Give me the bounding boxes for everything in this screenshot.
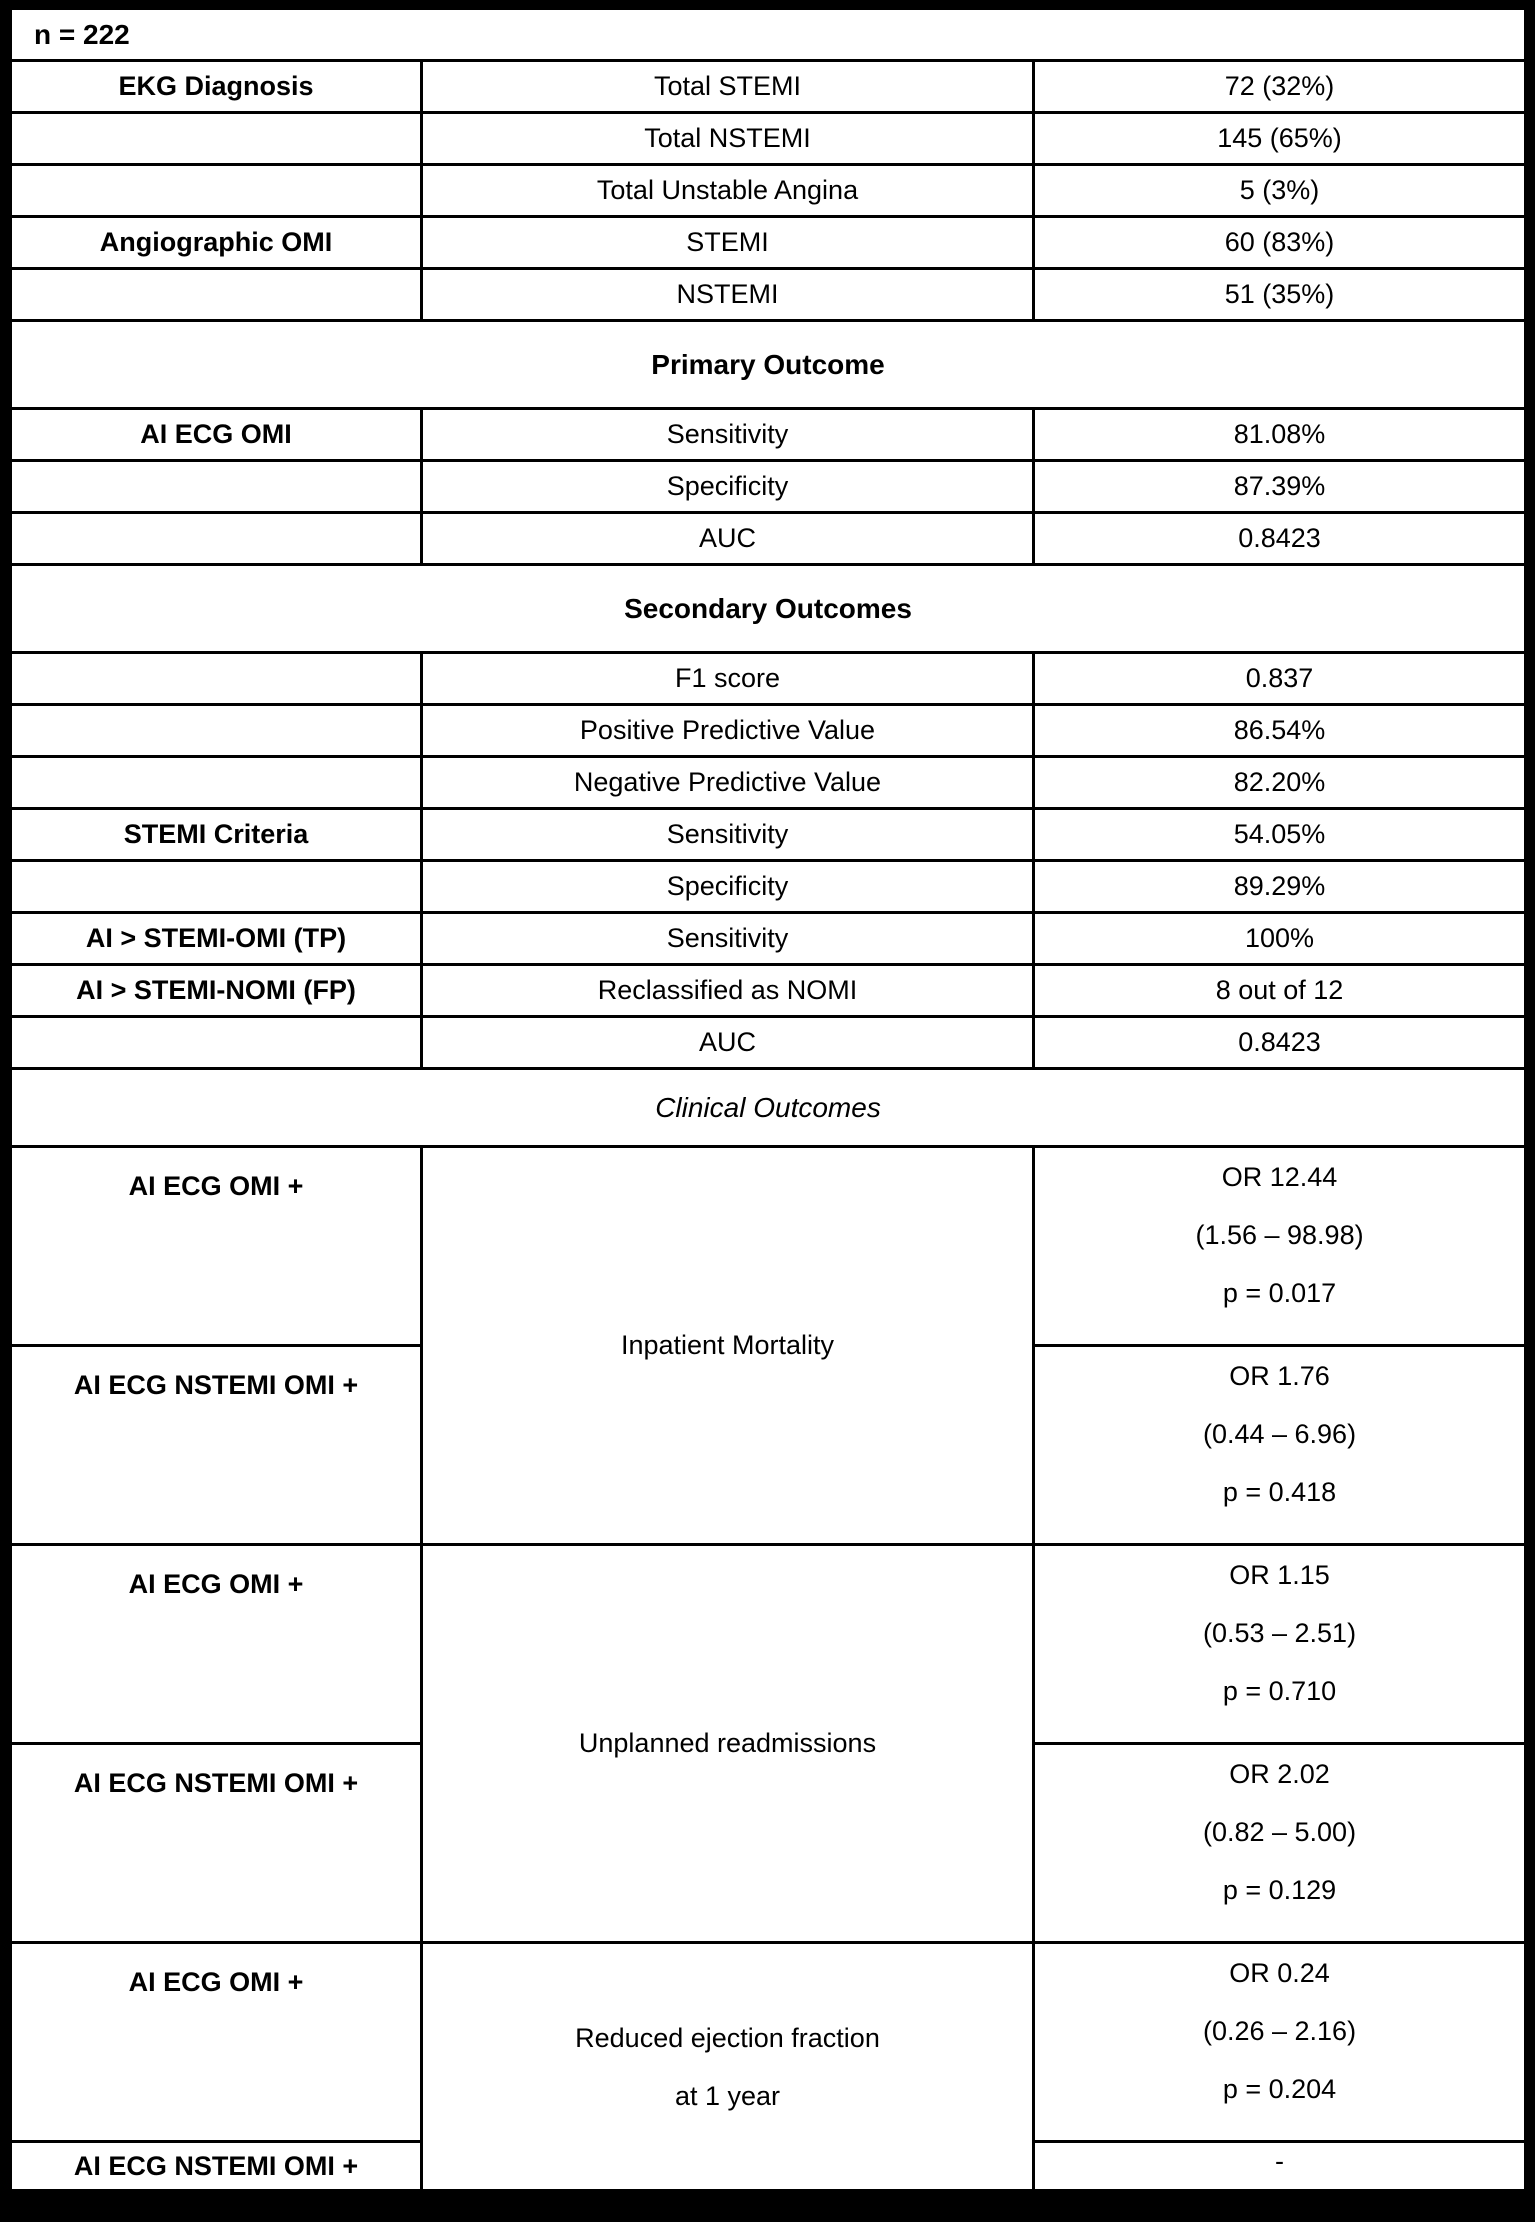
clinical-outcome-name: Unplanned readmissions [422,1545,1034,1943]
row-value: 81.08% [1034,409,1526,461]
p-value: p = 0.710 [1222,1676,1337,1706]
clinical-stat-b: - [1034,2142,1526,2191]
odds-ratio: OR 0.24 [1229,1958,1330,1988]
row-value: 8 out of 12 [1034,965,1526,1017]
clinical-group-label: AI ECG NSTEMI OMI + [11,1744,422,1943]
clinical-stat-a [1034,1147,1526,1346]
row-label [11,1017,422,1069]
row-measure: Negative Predictive Value [422,757,1034,809]
row-measure: Sensitivity [422,913,1034,965]
row-measure: Positive Predictive Value [422,705,1034,757]
sample-size: n = 222 [11,9,1526,61]
row-value: 145 (65%) [1034,113,1526,165]
confidence-interval: (0.44 – 6.96) [1202,1419,1357,1449]
row-measure: NSTEMI [422,269,1034,321]
clinical-group-label: AI ECG OMI + [11,1943,422,2142]
row-label: Angiographic OMI [11,217,422,269]
row-value: 100% [1034,913,1526,965]
clinical-group-label: AI ECG OMI + [11,1147,422,1346]
row-label [11,461,422,513]
row-value: 0.837 [1034,653,1526,705]
row-measure: F1 score [422,653,1034,705]
row-measure: Specificity [422,861,1034,913]
clinical-stat-b [1034,1744,1526,1943]
odds-ratio: OR 1.76 [1229,1361,1330,1391]
row-label: AI > STEMI-OMI (TP) [11,913,422,965]
clinical-stat-a [1034,1545,1526,1744]
row-value: 87.39% [1034,461,1526,513]
row-label [11,861,422,913]
row-value: 54.05% [1034,809,1526,861]
outcome-line-1: Reduced ejection fraction [575,2022,880,2053]
row-measure: STEMI [422,217,1034,269]
p-value: p = 0.129 [1222,1875,1337,1905]
odds-ratio: OR 1.15 [1229,1560,1330,1590]
row-label: AI ECG OMI [11,409,422,461]
row-label [11,653,422,705]
row-value: 82.20% [1034,757,1526,809]
row-value: 60 (83%) [1034,217,1526,269]
odds-ratio: OR 12.44 [1221,1162,1338,1192]
row-value: 51 (35%) [1034,269,1526,321]
clinical-stat-a [1034,1943,1526,2142]
confidence-interval: (0.82 – 5.00) [1202,1817,1357,1847]
row-measure: AUC [422,513,1034,565]
row-measure: Total STEMI [422,61,1034,113]
row-value: 0.8423 [1034,513,1526,565]
row-value: 72 (32%) [1034,61,1526,113]
row-measure: Sensitivity [422,409,1034,461]
outcome-line-2: at 1 year [674,2080,781,2111]
p-value: p = 0.204 [1222,2074,1337,2104]
row-label [11,113,422,165]
row-measure: Total Unstable Angina [422,165,1034,217]
row-measure: Specificity [422,461,1034,513]
section-primary-outcome: Primary Outcome [11,321,1526,409]
clinical-outcome-name: Inpatient Mortality [422,1147,1034,1545]
row-measure: AUC [422,1017,1034,1069]
section-clinical-outcomes: Clinical Outcomes [11,1069,1526,1147]
row-label [11,165,422,217]
p-value: p = 0.418 [1222,1477,1337,1507]
row-label [11,705,422,757]
confidence-interval: (0.53 – 2.51) [1202,1618,1357,1648]
clinical-stat-b [1034,1346,1526,1545]
odds-ratio: OR 2.02 [1229,1759,1330,1789]
section-secondary-outcomes: Secondary Outcomes [11,565,1526,653]
results-table [9,7,1527,2192]
p-value: p = 0.017 [1222,1278,1337,1308]
confidence-interval: (0.26 – 2.16) [1202,2016,1357,2046]
row-measure: Total NSTEMI [422,113,1034,165]
row-measure: Sensitivity [422,809,1034,861]
clinical-group-label: AI ECG NSTEMI OMI + [11,2142,422,2191]
row-measure: Reclassified as NOMI [422,965,1034,1017]
row-label: AI > STEMI-NOMI (FP) [11,965,422,1017]
row-value: 5 (3%) [1034,165,1526,217]
row-value: 0.8423 [1034,1017,1526,1069]
row-label [11,269,422,321]
clinical-group-label: AI ECG NSTEMI OMI + [11,1346,422,1545]
clinical-group-label: AI ECG OMI + [11,1545,422,1744]
clinical-outcome-name [422,1943,1034,2191]
row-value: 86.54% [1034,705,1526,757]
row-value: 89.29% [1034,861,1526,913]
row-label: STEMI Criteria [11,809,422,861]
row-label [11,513,422,565]
confidence-interval: (1.56 – 98.98) [1195,1220,1364,1250]
row-label: EKG Diagnosis [11,61,422,113]
row-label [11,757,422,809]
